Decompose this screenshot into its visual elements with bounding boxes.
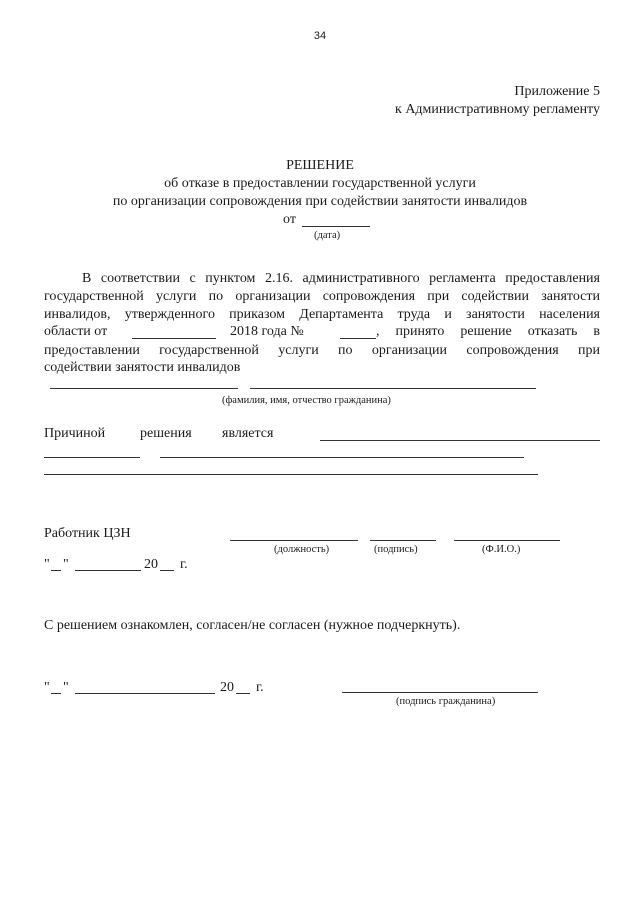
worker-fio-caption: (Ф.И.О.) (482, 544, 521, 555)
appendix-line-2: к Административному регламенту (395, 102, 600, 117)
reason-word-2: решения (140, 426, 192, 441)
ack-year-line[interactable] (236, 693, 250, 694)
citizen-fio-line-right[interactable] (250, 388, 536, 389)
body-line-6: содействии занятости инвалидов (44, 360, 241, 375)
worker-signature-line[interactable] (370, 540, 436, 541)
citizen-fio-line-left[interactable] (50, 388, 238, 389)
worker-day-line[interactable] (51, 570, 61, 571)
worker-date-suffix: г. (180, 557, 188, 572)
order-number-field-line[interactable] (340, 338, 376, 339)
body-line-5: предоставлении государственной услуги по организации сопровождения при (44, 343, 600, 358)
date-field-line[interactable] (302, 226, 370, 227)
heading-line-1: об отказе в предоставлении государственной услуги (164, 176, 476, 191)
worker-date-quote-close: " (63, 557, 69, 572)
worker-label: Работник ЦЗН (44, 526, 131, 541)
from-label: от (283, 212, 296, 227)
worker-date-quote-open: " (44, 557, 50, 572)
worker-year-line[interactable] (160, 570, 174, 571)
worker-month-line[interactable] (75, 570, 141, 571)
document-title: РЕШЕНИЕ (286, 158, 354, 173)
body-line-4-part-b: 2018 года № (230, 324, 304, 339)
acknowledge-text: С решением ознакомлен, согласен/не согласен (нужное подчеркнуть). (44, 618, 461, 633)
reason-field-line-3[interactable] (44, 474, 538, 475)
worker-date-year: 20 (144, 557, 158, 572)
worker-signature-caption: (подпись) (374, 544, 418, 555)
ack-date-quote-close: " (63, 680, 69, 695)
worker-position-caption: (должность) (274, 544, 330, 555)
reason-field-line-2b[interactable] (160, 457, 524, 458)
appendix-line-1: Приложение 5 (514, 84, 600, 99)
body-line-4-part-a: области от (44, 324, 108, 339)
reason-field-line-1[interactable] (320, 440, 600, 441)
ack-date-quote-open: " (44, 680, 50, 695)
ack-month-line[interactable] (75, 693, 215, 694)
citizen-fio-caption: (фамилия, имя, отчество гражданина) (222, 395, 391, 406)
body-line-4-part-c: , принято решение отказать в (376, 324, 600, 339)
worker-fio-line[interactable] (454, 540, 560, 541)
ack-date-suffix: г. (256, 680, 264, 695)
reason-field-line-2a[interactable] (44, 457, 140, 458)
worker-position-line[interactable] (230, 540, 358, 541)
heading-line-2: по организации сопровождения при содействии занятости инвалидов (112, 194, 528, 209)
reason-word-3: является (222, 426, 274, 441)
order-date-field-line[interactable] (132, 338, 216, 339)
body-line-2: государственной услуги по организации сопровождения при содействии занятости (44, 289, 600, 304)
citizen-signature-line[interactable] (342, 692, 538, 693)
body-line-3: инвалидов, утвержденного приказом Департамента труда и занятости населения (44, 307, 600, 322)
reason-word-1: Причиной (44, 426, 106, 441)
ack-day-line[interactable] (51, 693, 61, 694)
body-line-1: В соответствии с пунктом 2.16. административного регламента предоставления (82, 271, 600, 286)
date-caption: (дата) (314, 230, 341, 241)
page-number: 34 (313, 30, 327, 42)
citizen-signature-caption: (подпись гражданина) (396, 696, 496, 707)
ack-date-year: 20 (220, 680, 234, 695)
